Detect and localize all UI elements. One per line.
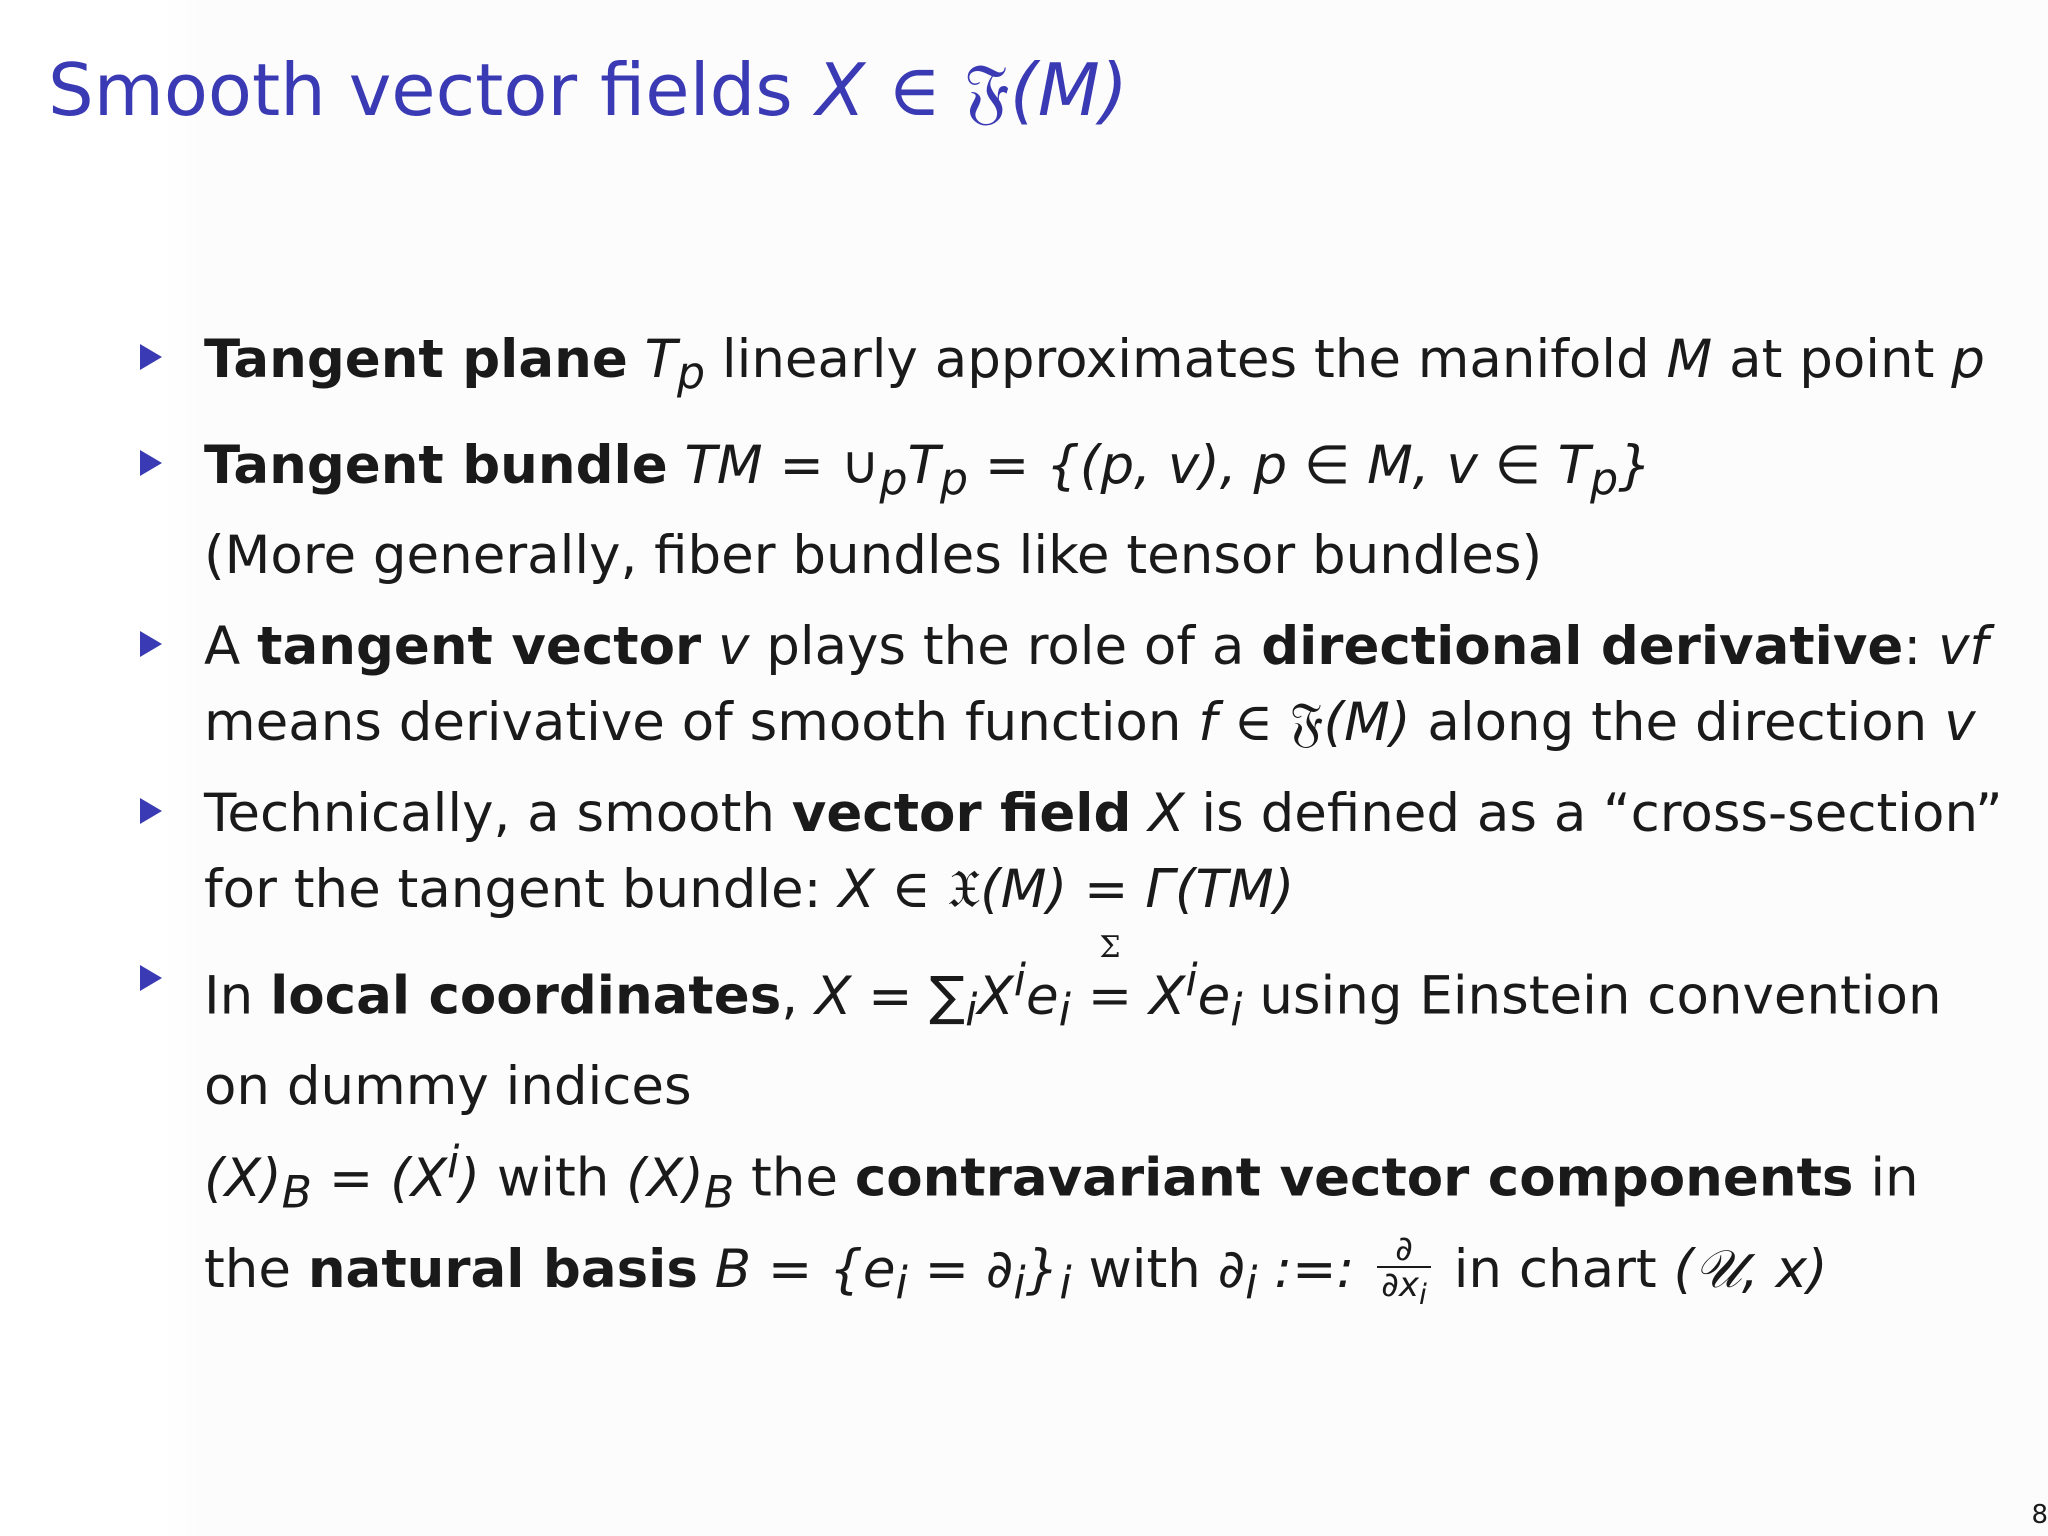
math-fraction [1377, 1229, 1431, 1312]
text: is defined as a “cross-section” [1184, 783, 2003, 845]
text: the [734, 1148, 855, 1210]
math: ( [1673, 1238, 1695, 1300]
term-tangent-vector: tangent vector [257, 616, 702, 678]
math-sub-b: B [703, 1167, 735, 1219]
term-tangent-plane: Tangent plane [204, 329, 628, 390]
math: } [1618, 434, 1652, 496]
fraction-numerator: ∂ [1377, 1232, 1431, 1268]
math-x: X [1131, 783, 1185, 845]
math: ∂ [1217, 1238, 1246, 1300]
math-sup-i: i [1013, 955, 1026, 1007]
math-sub-b: B [281, 1167, 312, 1219]
math: e [1025, 965, 1059, 1027]
math-sub-p: p [879, 454, 908, 506]
title-math-frak-f: 𝔉 [964, 48, 1010, 132]
math: = (X [311, 1148, 448, 1210]
math: e [1197, 965, 1231, 1027]
term-contravariant-components: contravariant vector components [854, 1148, 1854, 1210]
text: In [204, 965, 271, 1027]
math: = {(p, v), p ∈ M, v ∈ T [967, 434, 1591, 496]
math-sub-i: i [1013, 1258, 1026, 1310]
bullet-triangle-icon [140, 450, 162, 476]
math-sub-p: p [1590, 454, 1619, 506]
title-text: Smooth vector fields [48, 48, 816, 132]
math-frak-f: 𝔉 [1289, 692, 1324, 754]
title-math-m: (M) [1009, 48, 1129, 132]
math: T [907, 434, 940, 496]
bullet-line [204, 322, 2020, 413]
bullet-line [204, 1229, 2020, 1323]
text: : [1903, 616, 1939, 678]
text: means derivative of smooth function [204, 692, 1199, 754]
text: A [204, 616, 258, 678]
bullet-local-coordinates [140, 929, 2020, 1322]
math-partial-def [1217, 1238, 1372, 1310]
math-x: X [838, 859, 875, 921]
math-p: p [1951, 329, 1985, 390]
math-sup-i: i [1185, 955, 1198, 1007]
bullet-tangent-bundle [140, 428, 2020, 595]
math: , x) [1741, 1238, 1828, 1300]
text: in chart [1436, 1238, 1674, 1300]
math-components [204, 1137, 481, 1219]
math: (X) [204, 1148, 282, 1210]
math-sub-i: i [1058, 985, 1071, 1037]
math: } [1025, 1238, 1060, 1300]
math-sub-i: i [1059, 1258, 1072, 1310]
bullet-tangent-vector [140, 609, 2020, 761]
math-equals: = [1087, 965, 1133, 1027]
bullet-line [204, 428, 2020, 519]
math-chart [1673, 1239, 1827, 1300]
text: linearly approximates the manifold [705, 329, 1667, 390]
bullet-triangle-icon [140, 631, 162, 657]
bullet-line [204, 685, 2020, 761]
math-overset-equals [1087, 929, 1133, 1035]
title-math-x: X [815, 48, 866, 132]
term-directional-derivative: directional derivative [1261, 616, 1904, 678]
math: X = ∑ [814, 965, 966, 1027]
math: :=: [1257, 1238, 1372, 1300]
bullet-list [140, 322, 2020, 1337]
math-xb [626, 1148, 735, 1219]
math-m: (M) [1323, 692, 1411, 754]
bullet-triangle-icon [140, 344, 162, 370]
text: with [480, 1148, 627, 1210]
text: , [781, 965, 815, 1027]
math-v: v [1944, 692, 1976, 754]
math-sub-i: i [895, 1258, 908, 1310]
text: in [1853, 1148, 1919, 1210]
math-v: v [701, 616, 750, 678]
math-basis-def [697, 1238, 1072, 1310]
text: with [1071, 1238, 1218, 1300]
bullet-line: (More generally, fiber bundles like tensor bundles) [204, 525, 1543, 587]
math-sum-expansion [814, 929, 1243, 1037]
text: using Einstein convention [1242, 965, 1942, 1027]
math-sub-i: i [1418, 1277, 1427, 1311]
text: plays the role of a [749, 616, 1262, 678]
math-f: f [1198, 692, 1217, 754]
bullet-line [204, 1125, 2020, 1231]
math: ) [459, 1148, 481, 1210]
fraction-denominator [1377, 1265, 1431, 1312]
math-sub-i: i [1245, 1258, 1258, 1310]
math-m: M [1666, 329, 1713, 390]
bullet-triangle-icon [140, 965, 162, 991]
bullet-line [204, 776, 2020, 852]
term-vector-field: vector field [791, 783, 1132, 845]
math-frak-x: 𝔛 [947, 859, 981, 921]
math-sup-i: i [447, 1137, 460, 1189]
text: along the direction [1410, 692, 1945, 754]
title-math-in: ∈ [865, 48, 965, 132]
math: ∂x [1381, 1265, 1419, 1306]
math-tp [644, 329, 706, 400]
math-sub-p: p [939, 454, 968, 506]
math: B = {e [697, 1238, 896, 1300]
math: (X) [626, 1148, 704, 1210]
math: = ∂ [907, 1238, 1014, 1300]
math-in: ∈ [1216, 692, 1290, 754]
math-in: ∈ [874, 859, 948, 921]
text: Technically, a smooth [204, 783, 792, 845]
math: X [1149, 965, 1186, 1027]
math-sub-p: p [677, 348, 706, 400]
bullet-line [204, 929, 2020, 1049]
math-vf: vf [1938, 616, 1989, 678]
math: X [977, 965, 1014, 1027]
math-sub-i: i [965, 985, 978, 1037]
math-sigma: Σ [1099, 929, 1121, 965]
bullet-triangle-icon [140, 798, 162, 824]
term-local-coordinates: local coordinates [270, 965, 782, 1027]
math-sub-i: i [1230, 985, 1243, 1037]
text: the [204, 1238, 308, 1300]
math-script-u: 𝒰 [1694, 1238, 1742, 1300]
term-tangent-bundle: Tangent bundle [204, 434, 668, 496]
bullet-line [204, 609, 2020, 685]
math-t: T [644, 329, 678, 390]
text: at point [1712, 329, 1952, 390]
math-section: (M) = Γ(TM) [980, 859, 1295, 921]
bullet-line [204, 852, 2020, 928]
math-tangent-bundle-def [684, 434, 1652, 506]
page-number: 8 [2031, 1500, 2048, 1530]
text: for the tangent bundle: [204, 859, 839, 921]
bullet-line: on dummy indices [204, 1056, 692, 1118]
math: TM = ∪ [684, 434, 880, 496]
bullet-tangent-plane [140, 322, 2020, 413]
bullet-vector-field [140, 776, 2020, 928]
slide-title [48, 48, 1128, 134]
term-natural-basis: natural basis [307, 1238, 698, 1300]
